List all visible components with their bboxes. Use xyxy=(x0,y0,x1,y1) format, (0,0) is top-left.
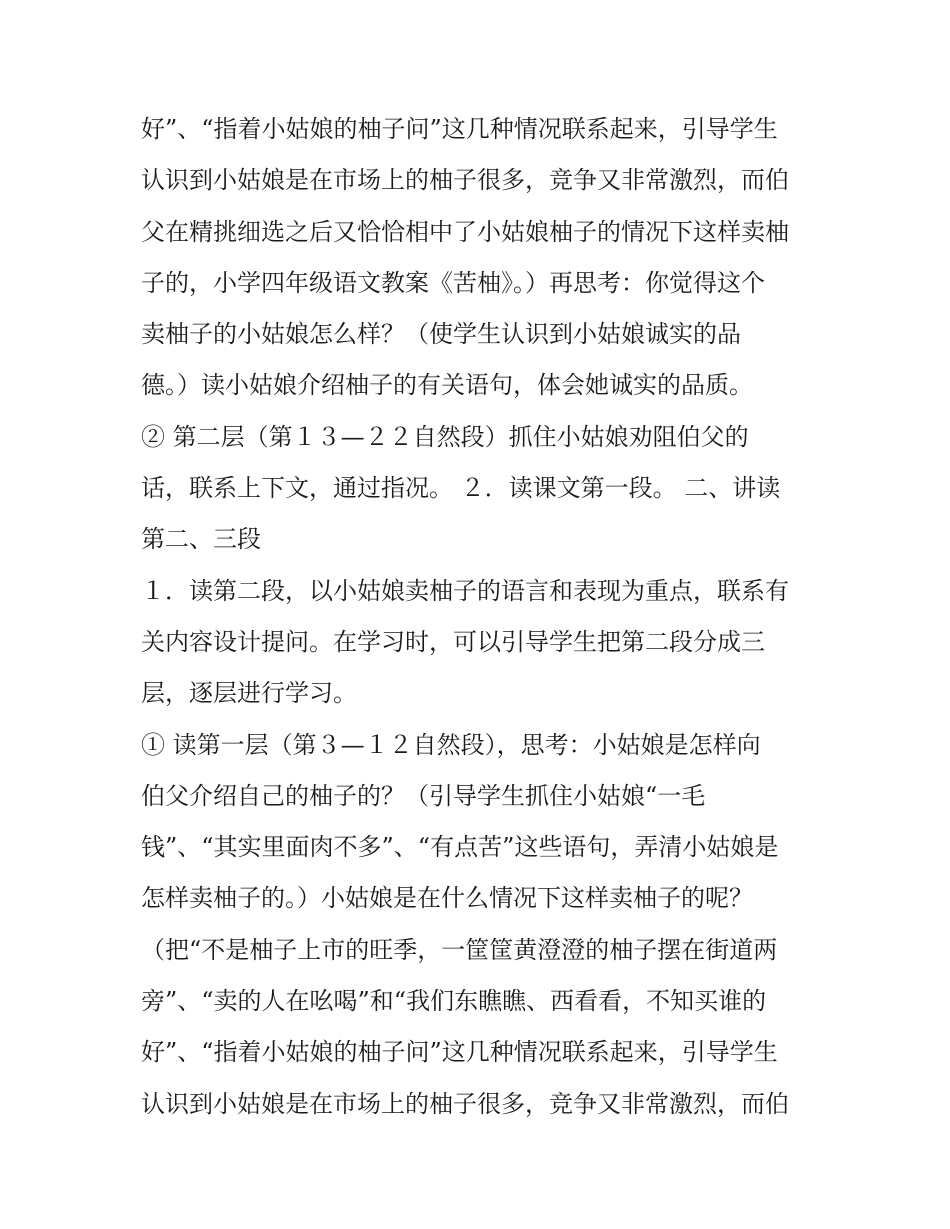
text-line: 好”、“指着小姑娘的柚子问”这几种情况联系起来，引导学生 xyxy=(141,1038,778,1067)
text-line: ① 读第一层（第３—１２自然段），思考：小姑娘是怎样向 xyxy=(141,730,761,759)
text-line: ② 第二层（第１３—２２自然段）抓住小姑娘劝阻伯父的 xyxy=(141,422,749,451)
text-line: 第二、三段 xyxy=(141,525,261,554)
text-line: 父在精挑细选之后又恰恰相中了小姑娘柚子的情况下这样卖柚 xyxy=(141,217,789,246)
text-line: 卖柚子的小姑娘怎么样？（使学生认识到小姑娘诚实的品 xyxy=(141,320,741,349)
text-line: 好”、“指着小姑娘的柚子问”这几种情况联系起来，引导学生 xyxy=(141,115,778,143)
text-line: （把“不是柚子上市的旺季，一筐筐黄澄澄的柚子摆在街道两 xyxy=(141,935,778,964)
text-line: 钱”、“其实里面肉不多”、“有点苦”这些语句，弄清小姑娘是 xyxy=(141,833,779,862)
text-line: 层，逐层进行学习。 xyxy=(141,679,357,708)
text-line: １．读第二段，以小姑娘卖柚子的语言和表现为重点，联系有 xyxy=(141,576,789,605)
text-line: 旁”、“卖的人在吆喝”和“我们东瞧瞧、西看看，不知买谁的 xyxy=(141,987,767,1016)
text-line: 德。）读小姑娘介绍柚子的有关语句，体会她诚实的品质。 xyxy=(141,371,753,400)
text-line: 话，联系上下文，通过指况。 ２．读课文第一段。 二、讲读 xyxy=(141,474,781,503)
document-body xyxy=(141,104,831,1130)
text-line: 怎样卖柚子的。）小姑娘是在什么情况下这样卖柚子的呢？ xyxy=(141,884,753,913)
text-line: 关内容设计提问。在学习时，可以引导学生把第二段分成三 xyxy=(141,627,765,656)
text-line: 认识到小姑娘是在市场上的柚子很多，竞争又非常激烈，而伯 xyxy=(141,166,789,195)
text-line: 伯父介绍自己的柚子的？（引导学生抓住小姑娘“一毛 xyxy=(141,781,706,810)
text-line: 子的，小学四年级语文教案《苦柚》。）再思考：你觉得这个 xyxy=(141,268,765,297)
text-line: 认识到小姑娘是在市场上的柚子很多，竞争又非常激烈，而伯 xyxy=(141,1089,789,1118)
